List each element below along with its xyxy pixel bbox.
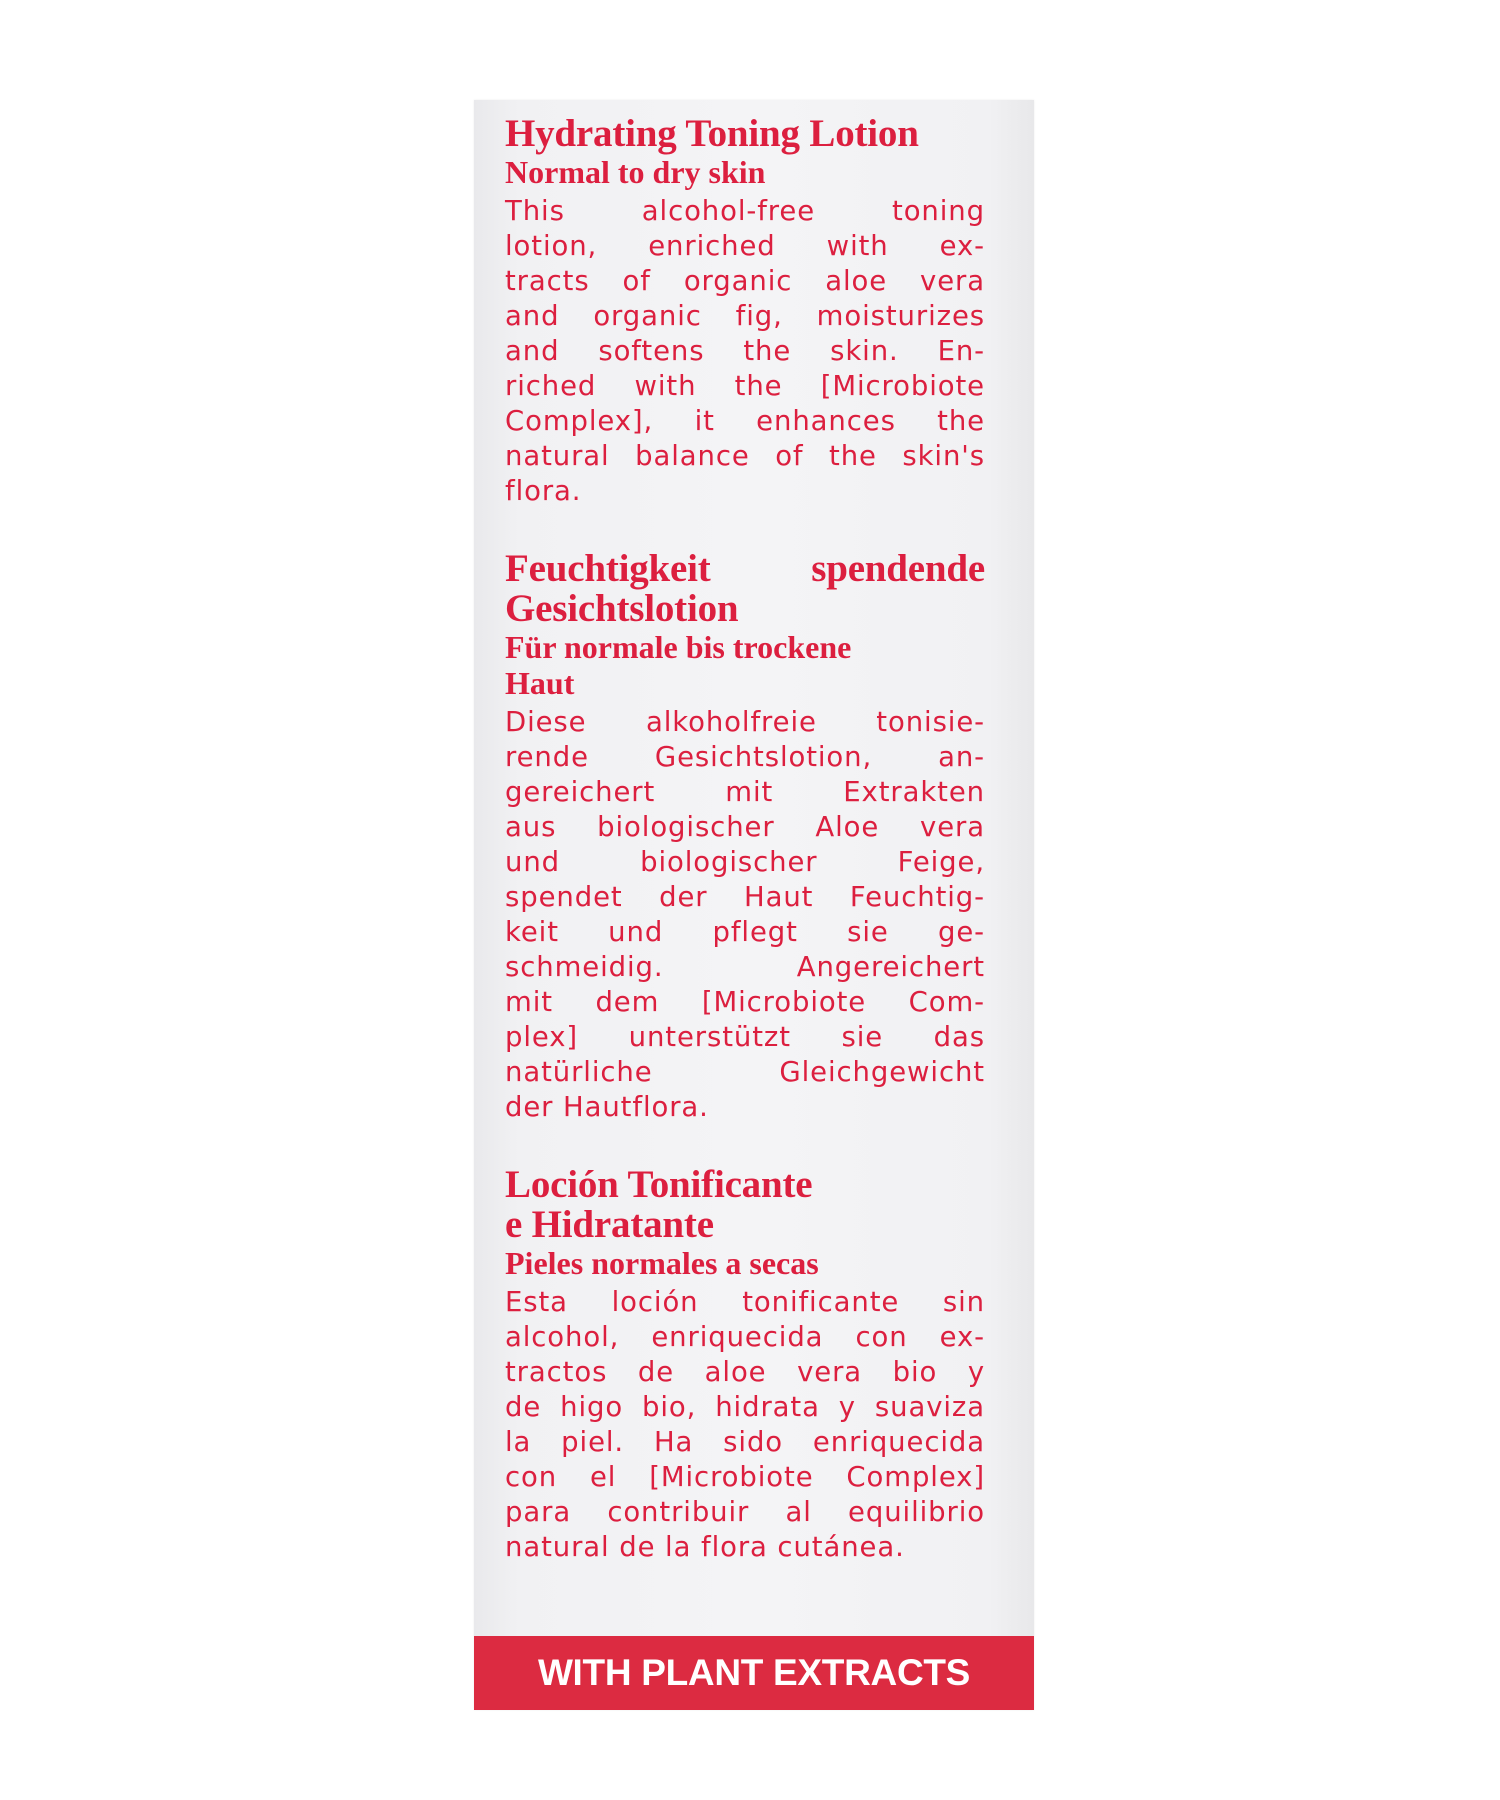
section-title <box>505 549 985 629</box>
body-line: and organic fig, moisturizes <box>505 300 985 332</box>
body-line: plex] unterstützt sie das <box>505 1021 985 1053</box>
body-line: lotion, enriched with ex- <box>505 230 985 262</box>
body-line: natürliche Gleichgewicht <box>505 1056 985 1088</box>
body-line: keit und pflegt sie ge- <box>505 916 985 948</box>
section-english <box>505 114 985 509</box>
section-subtitle <box>505 154 985 190</box>
subtitle-line: Pieles normales a secas <box>505 1245 819 1281</box>
body-line: tracts of organic aloe vera <box>505 265 985 297</box>
body-line: and softens the skin. En- <box>505 335 985 367</box>
product-box-panel <box>474 100 1034 1710</box>
body-line: Esta loción tonificante sin <box>505 1286 985 1318</box>
body-line: der Hautflora. <box>505 1091 709 1123</box>
section-title <box>505 1165 985 1245</box>
section-title <box>505 114 985 154</box>
body-line: und biologischer Feige, <box>505 846 985 878</box>
subtitle-line: Haut <box>505 665 575 701</box>
body-line: Diese alkoholfreie tonisie- <box>505 706 985 738</box>
section-body <box>505 194 985 509</box>
body-line: alcohol, enriquecida con ex- <box>505 1321 985 1353</box>
section-spanish <box>505 1165 985 1565</box>
title-line: e Hidratante <box>505 1203 714 1246</box>
body-line: con el [Microbiote Complex] <box>505 1461 985 1493</box>
body-line: tractos de aloe vera bio y <box>505 1356 985 1388</box>
body-line: Complex], it enhances the <box>505 405 985 437</box>
body-line: gereichert mit Extrakten <box>505 776 985 808</box>
section-subtitle <box>505 629 985 701</box>
body-line: This alcohol-free toning <box>505 195 985 227</box>
body-line: natural de la flora cutánea. <box>505 1531 905 1563</box>
section-body <box>505 705 985 1125</box>
body-line: de higo bio, hidrata y suaviza <box>505 1391 985 1423</box>
body-line: schmeidig. Angereichert <box>505 951 985 983</box>
title-line: Loción Tonificante <box>505 1163 813 1206</box>
body-line: la piel. Ha sido enriquecida <box>505 1426 985 1458</box>
title-line: Feuchtigkeit spendende <box>505 547 985 590</box>
section-body <box>505 1285 985 1565</box>
body-line: mit dem [Microbiote Com- <box>505 986 985 1018</box>
banner-text: WITH PLANT EXTRACTS <box>537 1652 971 1693</box>
body-line: spendet der Haut Feuchtig- <box>505 881 985 913</box>
body-line: aus biologischer Aloe vera <box>505 811 985 843</box>
plant-extracts-banner <box>474 1636 1034 1710</box>
section-german <box>505 549 985 1125</box>
title-line: Gesichtslotion <box>505 587 739 630</box>
body-line: para contribuir al equilibrio <box>505 1496 985 1528</box>
label-text-column <box>505 114 985 1605</box>
subtitle-line: Für normale bis trockene <box>505 629 852 665</box>
section-subtitle <box>505 1245 985 1281</box>
body-line: natural balance of the skin's <box>505 440 985 472</box>
body-line: flora. <box>505 475 582 507</box>
subtitle-line: Normal to dry skin <box>505 154 766 190</box>
body-line: rende Gesichtslotion, an- <box>505 741 985 773</box>
title-line: Hydrating Toning Lotion <box>505 112 919 155</box>
body-line: riched with the [Microbiote <box>505 370 985 402</box>
